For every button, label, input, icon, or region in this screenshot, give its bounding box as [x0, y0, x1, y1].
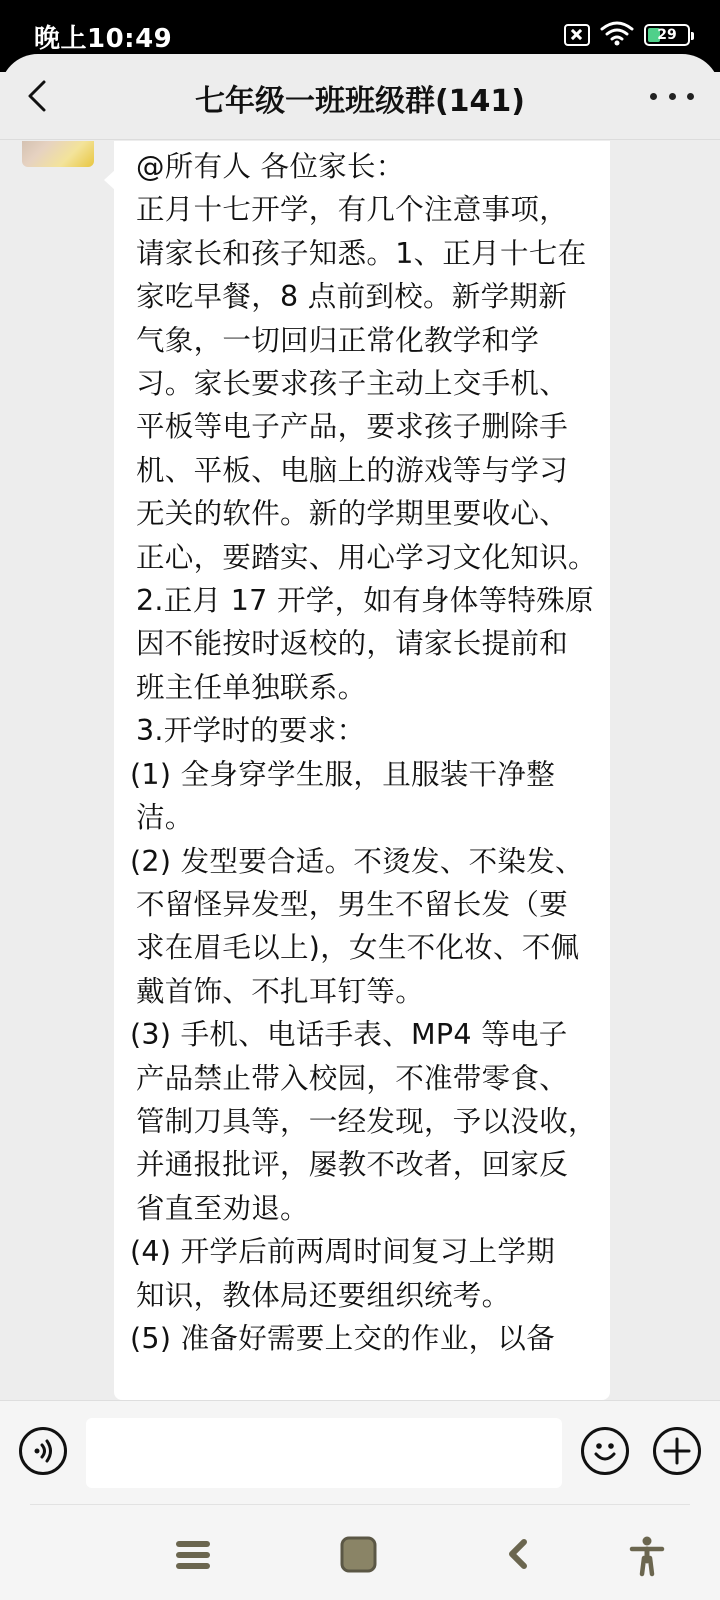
message-line: 请家长和孩子知悉。1、正月十七在 [136, 236, 587, 270]
message-line: 3.开学时的要求： [136, 714, 366, 748]
more-dot [650, 93, 657, 100]
message-line: 知识，教体局还要组织统考。 [136, 1278, 511, 1312]
message-line: 产品禁止带入校园，不准带零食、 [136, 1061, 569, 1095]
message-line: 洁。 [136, 801, 194, 835]
message-line: 正心，要踏实、用心学习文化知识。 [136, 540, 597, 574]
chat-area[interactable] [0, 141, 720, 1400]
avatar[interactable] [22, 141, 94, 167]
nav-accessibility-button[interactable] [626, 1534, 670, 1578]
message-line: 管制刀具等，一经发现，予以没收， [136, 1104, 597, 1138]
back-button[interactable] [18, 74, 62, 118]
message-line: (5) 准备好需要上交的作业，以备 [130, 1321, 556, 1355]
no-sim-icon [564, 24, 590, 46]
message-line: 2.正月 17 开学，如有身体等特殊原 [136, 584, 594, 618]
message-line: 省直至劝退。 [136, 1191, 309, 1225]
message-line: 无关的软件。新的学期里要收心、 [136, 497, 569, 531]
nav-divider [30, 1504, 690, 1505]
more-dot [669, 93, 676, 100]
message-line: 不留怪异发型，男生不留长发（要 [136, 887, 569, 921]
nav-home-button[interactable] [338, 1534, 382, 1578]
more-button[interactable] [650, 82, 694, 110]
voice-button[interactable] [19, 1427, 67, 1475]
message-line: 机、平板、电脑上的游戏等与学习 [136, 453, 569, 487]
message-input[interactable] [86, 1418, 562, 1488]
back-icon [502, 1534, 546, 1578]
message-bubble[interactable] [114, 141, 610, 1400]
message-line: 并通报批评，屡教不改者，回家反 [136, 1148, 569, 1182]
message-line: 气象，一切回归正常化教学和学 [136, 323, 540, 357]
battery-level: 29 [657, 27, 677, 43]
menu-icon [172, 1534, 216, 1578]
input-bar [0, 1400, 720, 1504]
nav-menu-button[interactable] [172, 1534, 216, 1578]
status-icons [564, 20, 690, 50]
battery-icon [644, 24, 690, 46]
home-icon [338, 1534, 382, 1578]
message-line: 家吃早餐，8 点前到校。新学期新 [136, 280, 567, 314]
chevron-left-icon [18, 74, 62, 118]
message-line: 正月十七开学，有几个注意事项， [136, 193, 569, 227]
chat-header [0, 54, 720, 140]
wifi-icon [600, 20, 634, 50]
accessibility-icon [626, 1534, 670, 1578]
message-line: (4) 开学后前两周时间复习上学期 [130, 1235, 556, 1269]
message-line: 求在眉毛以上)，女生不化妆、不佩 [136, 931, 580, 965]
status-time: 晚上10:49 [34, 24, 173, 54]
voice-icon [22, 1430, 64, 1472]
plus-button[interactable] [653, 1427, 701, 1475]
system-nav-bar [0, 1504, 720, 1600]
plus-icon [656, 1430, 698, 1472]
message-line: 因不能按时返校的，请家长提前和 [136, 627, 569, 661]
more-dot [687, 93, 694, 100]
chat-title: 七年级一班班级群(141) [194, 84, 526, 119]
message-line: (1) 全身穿学生服，且服装干净整 [130, 757, 556, 791]
nav-back-button[interactable] [502, 1534, 546, 1578]
battery-cap [691, 32, 694, 40]
emoji-icon [584, 1430, 626, 1472]
emoji-button[interactable] [581, 1427, 629, 1475]
message-line: (3) 手机、电话手表、MP4 等电子 [130, 1018, 568, 1052]
message-line: 班主任单独联系。 [136, 670, 367, 704]
message-line: (2) 发型要合适。不烫发、不染发、 [130, 844, 584, 878]
message-line: 习。家长要求孩子主动上交手机、 [136, 367, 569, 401]
message-line: @所有人 各位家长： [136, 150, 405, 183]
message-line: 戴首饰、不扎耳钉等。 [136, 974, 425, 1008]
message-line: 平板等电子产品，要求孩子删除手 [136, 410, 569, 444]
